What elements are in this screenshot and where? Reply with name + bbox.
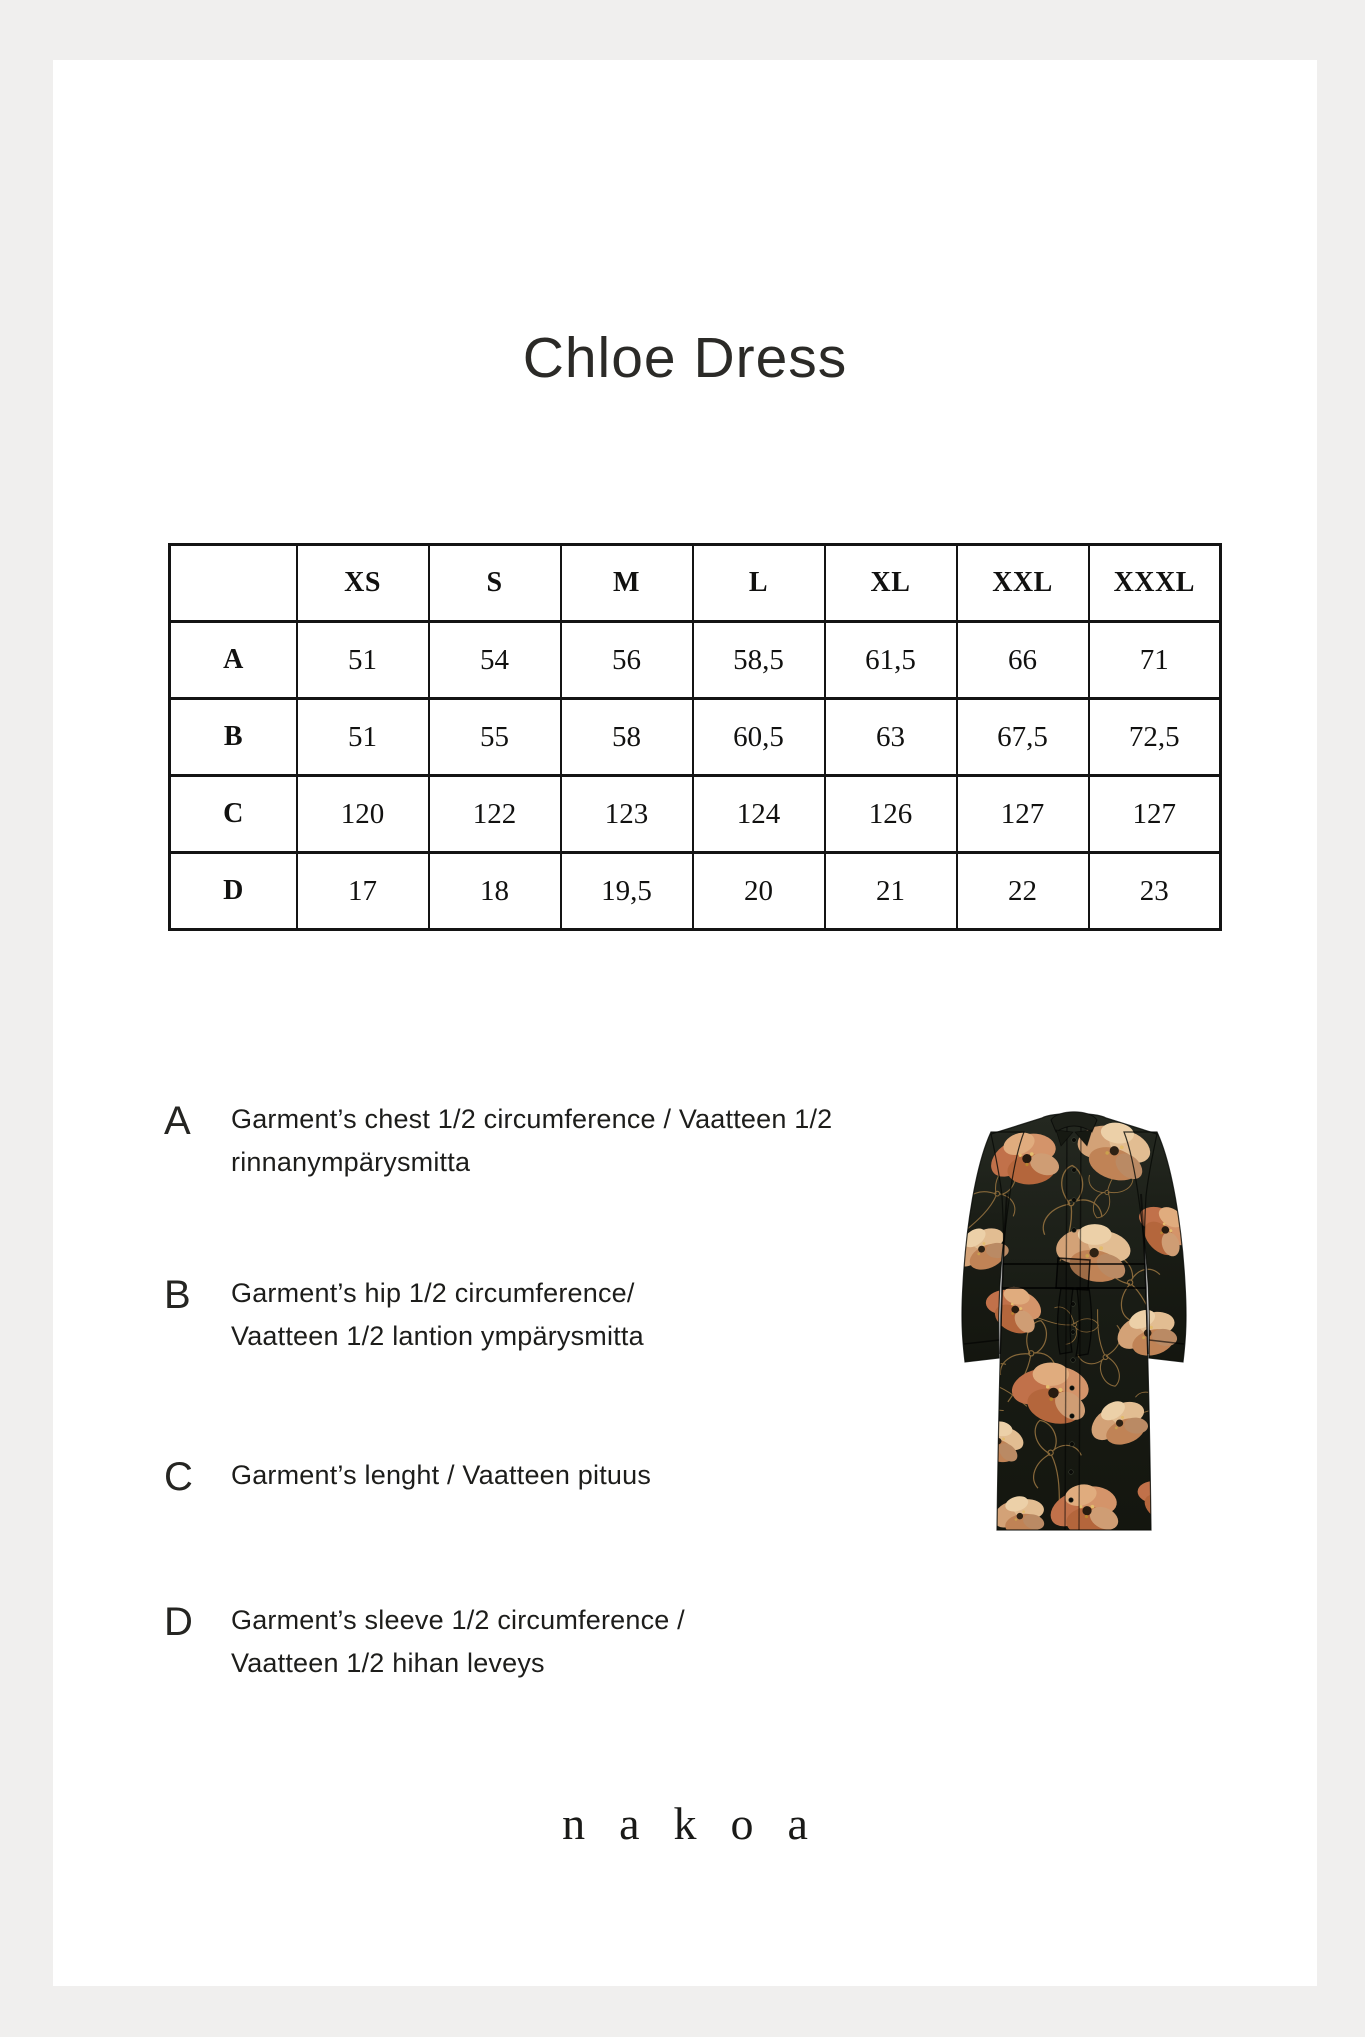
legend-letter-a: A: [164, 1099, 191, 1143]
size-value-cell: 22: [957, 853, 1089, 930]
size-value-cell: 126: [825, 776, 957, 853]
table-row-c: [170, 776, 1221, 853]
legend-text-a-line1: Garment’s chest 1/2 circumference / Vaatteen 1/2: [231, 1104, 833, 1134]
legend-text-d-line2: Vaatteen 1/2 hihan leveys: [231, 1648, 545, 1678]
size-column-header-xxxl: XXXL: [1089, 545, 1221, 622]
legend-item-b: [164, 1272, 924, 1358]
size-value-cell: 55: [429, 699, 561, 776]
size-value-cell: 127: [957, 776, 1089, 853]
measure-row-label: B: [170, 699, 297, 776]
size-value-cell: 67,5: [957, 699, 1089, 776]
page-title: Chloe Dress: [522, 326, 848, 390]
size-table-header-row: [170, 545, 1221, 622]
size-value-cell: 66: [957, 622, 1089, 699]
legend-item-d: [164, 1599, 924, 1685]
size-table-corner-cell: [170, 545, 297, 622]
legend-letter-d: D: [164, 1600, 193, 1644]
measure-row-label: C: [170, 776, 297, 853]
size-value-cell: 71: [1089, 622, 1221, 699]
size-value-cell: 60,5: [693, 699, 825, 776]
table-row-b: [170, 699, 1221, 776]
size-value-cell: 72,5: [1089, 699, 1221, 776]
legend-item-a: [164, 1098, 924, 1184]
size-value-cell: 56: [561, 622, 693, 699]
size-column-header-xs: XS: [297, 545, 429, 622]
legend-text-c-line1: Garment’s lenght / Vaatteen pituus: [231, 1460, 652, 1490]
legend-letter-c: C: [164, 1455, 193, 1499]
size-column-header-s: S: [429, 545, 561, 622]
size-value-cell: 124: [693, 776, 825, 853]
size-value-cell: 17: [297, 853, 429, 930]
size-value-cell: 122: [429, 776, 561, 853]
size-table: [168, 543, 1222, 931]
legend-text-b-line1: Garment’s hip 1/2 circumference/: [231, 1278, 635, 1308]
legend-text-b: [231, 1272, 924, 1358]
size-value-cell: 18: [429, 853, 561, 930]
size-value-cell: 21: [825, 853, 957, 930]
size-value-cell: 54: [429, 622, 561, 699]
size-column-header-m: M: [561, 545, 693, 622]
floral-shirt-dress-illustration: [958, 1102, 1190, 1536]
size-value-cell: 123: [561, 776, 693, 853]
measure-row-label: A: [170, 622, 297, 699]
measure-row-label: D: [170, 853, 297, 930]
legend-text-d-line1: Garment’s sleeve 1/2 circumference /: [231, 1605, 685, 1635]
size-value-cell: 120: [297, 776, 429, 853]
legend-text-d: [231, 1599, 924, 1685]
document-card: [53, 60, 1317, 1986]
size-value-cell: 51: [297, 622, 429, 699]
size-value-cell: 127: [1089, 776, 1221, 853]
legend-item-c: [164, 1454, 924, 1497]
table-row-a: [170, 622, 1221, 699]
size-value-cell: 19,5: [561, 853, 693, 930]
size-column-header-xl: XL: [825, 545, 957, 622]
table-row-d: [170, 853, 1221, 930]
size-value-cell: 61,5: [825, 622, 957, 699]
size-value-cell: 58: [561, 699, 693, 776]
legend-text-a: [231, 1098, 924, 1184]
size-column-header-l: L: [693, 545, 825, 622]
brand-logo: [53, 1796, 1317, 1852]
size-value-cell: 23: [1089, 853, 1221, 930]
legend-text-b-line2: Vaatteen 1/2 lantion ympärysmitta: [231, 1321, 644, 1351]
size-value-cell: 63: [825, 699, 957, 776]
legend-text-c: [231, 1454, 924, 1497]
brand-logo-text: nakoa: [562, 1798, 842, 1849]
size-value-cell: 58,5: [693, 622, 825, 699]
size-value-cell: 20: [693, 853, 825, 930]
legend-text-a-line2: rinnanympärysmitta: [231, 1147, 471, 1177]
legend-letter-b: B: [164, 1273, 191, 1317]
size-column-header-xxl: XXL: [957, 545, 1089, 622]
size-value-cell: 51: [297, 699, 429, 776]
product-photo: [958, 1102, 1190, 1536]
